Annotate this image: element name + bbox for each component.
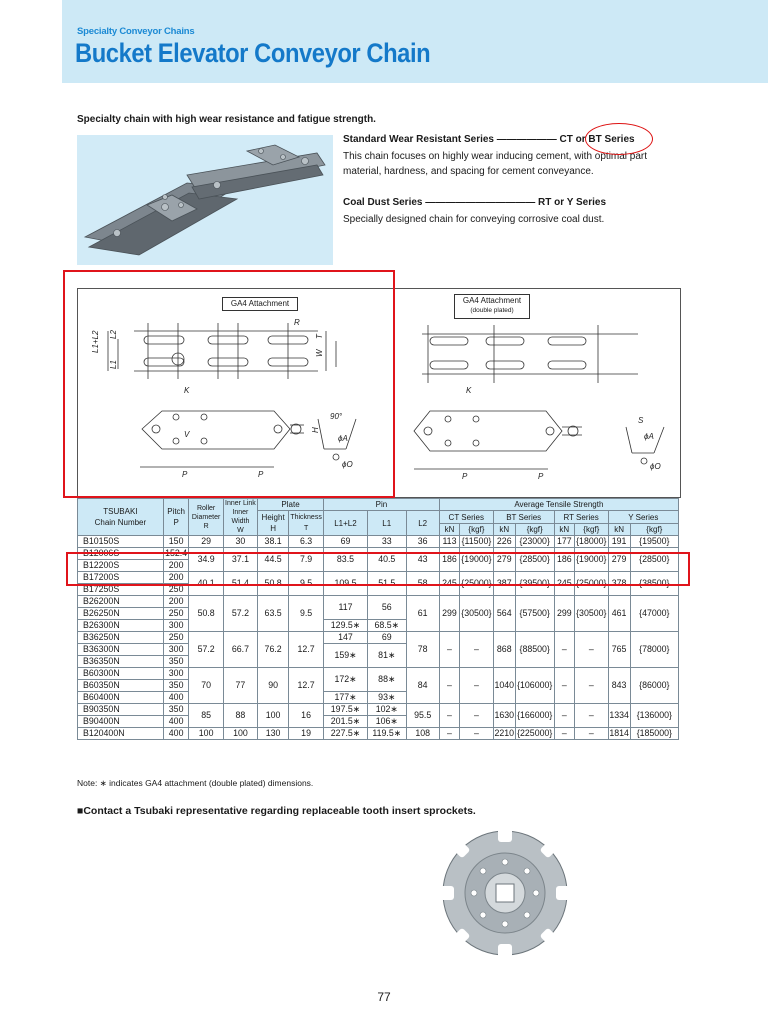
th-y-kgf: {kgf}	[630, 524, 678, 536]
table-row: B26300N 300 129.5∗ 68.5∗	[78, 620, 679, 632]
standard-series-heading: Standard Wear Resistant Series —————— CT or BT Series	[343, 134, 635, 145]
table-row: B36250N 250 57.2 66.7 76.2 12.7 147 69 78 – – 868 {88500} – – 765 {78000}	[78, 632, 679, 644]
coal-series-desc: Specially designed chain for conveying corrosive coal dust.	[343, 214, 605, 225]
table-row: B60300N 300 70 77 90 12.7 172∗ 88∗ 84 – – 1040 {106000} – – 843 {86000}	[78, 668, 679, 680]
table-row: B12200S 200	[78, 560, 679, 572]
th-rt-kgf: {kgf}	[574, 524, 608, 536]
th-height: Height H	[258, 511, 289, 536]
th-bt: BT Series	[493, 511, 554, 524]
th-bt-kn: kN	[493, 524, 515, 536]
intro-text: Specialty chain with high wear resistance and fatigue strength.	[77, 114, 376, 125]
dim-phia-label: ϕA	[338, 434, 348, 443]
th-ct-kn: kN	[439, 524, 459, 536]
page-header	[62, 0, 768, 83]
dim-phio2-label: ϕO	[650, 462, 661, 471]
dim-l12-label: L1+L2	[91, 330, 100, 353]
attachment-highlight-box	[63, 270, 395, 498]
right-attachment-tag	[454, 294, 530, 319]
table-row: B12006S 152.4 34.9 37.1 44.5 7.9 83.5 40.5 43 186 {19000} 279 {28500} 186 {19000} 279 {28500}	[78, 548, 679, 560]
dim-phia2-label: ϕA	[644, 432, 654, 441]
table-row: B90400N 400 201.5∗ 106∗	[78, 716, 679, 728]
table-row: B36350N 350	[78, 656, 679, 668]
page-title: Bucket Elevator Conveyor Chain	[75, 38, 431, 68]
right-attachment-tag-title: GA4 Attachment	[462, 296, 522, 305]
table-row: B36300N 300 159∗ 81∗	[78, 644, 679, 656]
coal-series-block	[343, 197, 683, 227]
coal-series-heading: Coal Dust Series ——————————— RT or Y Series	[343, 197, 607, 208]
dim-s-label: S	[638, 416, 644, 425]
th-bt-kgf: {kgf}	[515, 524, 554, 536]
bt-series-highlight	[585, 123, 653, 155]
th-inner: Inner Link Inner Width W	[225, 500, 256, 534]
th-y-kn: kN	[608, 524, 630, 536]
table-row: B10150S 150 29 30 38.1 6.3 69 33 36 113 {11500} 226 {23000} 177 {18000} 191 {19500}	[78, 536, 679, 548]
table-row: B26200N 200 50.8 57.2 63.5 9.5 117 56 61 299 {30500} 564 {57500} 299 {30500} 461 {47000}	[78, 596, 679, 608]
table-note: Note: ∗ indicates GA4 attachment (double plated) dimensions.	[77, 778, 314, 788]
dim-k2-label: K	[466, 386, 472, 395]
dim-l1-label: L1	[109, 360, 118, 369]
th-chain-number: TSUBAKI Chain Number	[78, 499, 164, 536]
th-y: Y Series	[608, 511, 678, 524]
left-attachment-tag: GA4 Attachment	[222, 297, 298, 311]
dim-l2-label: L2	[109, 330, 118, 339]
right-attachment-tag-sub: (double plated)	[470, 307, 514, 314]
dim-k-label: K	[184, 386, 190, 395]
chain-spec-table	[77, 498, 679, 740]
th-plate: Plate	[258, 499, 324, 511]
th-thickness: Thickness T	[289, 511, 324, 536]
table-row: B60400N 400 177∗ 93∗	[78, 692, 679, 704]
dim-p4-label: P	[538, 472, 544, 481]
th-ct-kgf: {kgf}	[460, 524, 494, 536]
th-pitch: Pitch P	[163, 499, 189, 536]
table-row: B90350N 350 85 88 100 16 197.5∗ 102∗ 95.5 – – 1630 {166000} – – 1334 {136000}	[78, 704, 679, 716]
sprocket-image	[438, 826, 572, 960]
dim-p-label: P	[182, 470, 188, 479]
table-row: B60350N 350	[78, 680, 679, 692]
dim-h-label: H	[311, 427, 320, 433]
contact-notice: ■Contact a Tsubaki representative regarding replaceable tooth insert sprockets.	[77, 805, 476, 817]
th-rt-kn: kN	[554, 524, 574, 536]
page-number: 77	[377, 990, 391, 1004]
dim-phio-label: ϕO	[342, 460, 353, 469]
category-label: Specialty Conveyor Chains	[77, 26, 195, 37]
dim-p2-label: P	[258, 470, 264, 479]
dim-angle-label: 90°	[330, 412, 343, 421]
th-ct: CT Series	[439, 511, 493, 524]
th-tensile: Average Tensile Strength	[439, 499, 678, 511]
table-row: B120400N 400 100 100 130 19 227.5∗ 119.5∗ 108 – – 2210 {225000} – – 1814 {185000}	[78, 728, 679, 740]
table-row: B17250S 250	[78, 584, 679, 596]
th-pin: Pin	[324, 499, 440, 511]
standard-series-desc: This chain focuses on highly wear inducing cement, with optimal part material, hardness, and spacing for cement conveyance.	[343, 151, 648, 177]
table-row: B26250N 250	[78, 608, 679, 620]
dim-t-label: T	[315, 334, 324, 339]
chain-illustration	[77, 135, 333, 265]
chain-photo	[77, 135, 333, 265]
th-l12: L1+L2	[324, 511, 368, 536]
dim-r-label: R	[294, 318, 300, 327]
th-roller: Roller Diameter R	[189, 499, 223, 536]
th-rt: RT Series	[554, 511, 608, 524]
table-row: B17200S 200 40.1 51.4 50.8 9.5 109.5 51.5 58 245 {25000} 387 {39500} 245 {25000} 378 {38500}	[78, 572, 679, 584]
b12-row-highlight-box	[66, 552, 690, 586]
th-l2: L2	[406, 511, 439, 536]
dim-w-label: W	[315, 349, 324, 357]
dim-p3-label: P	[462, 472, 468, 481]
th-l1: L1	[367, 511, 406, 536]
dim-v-label: V	[184, 430, 190, 439]
